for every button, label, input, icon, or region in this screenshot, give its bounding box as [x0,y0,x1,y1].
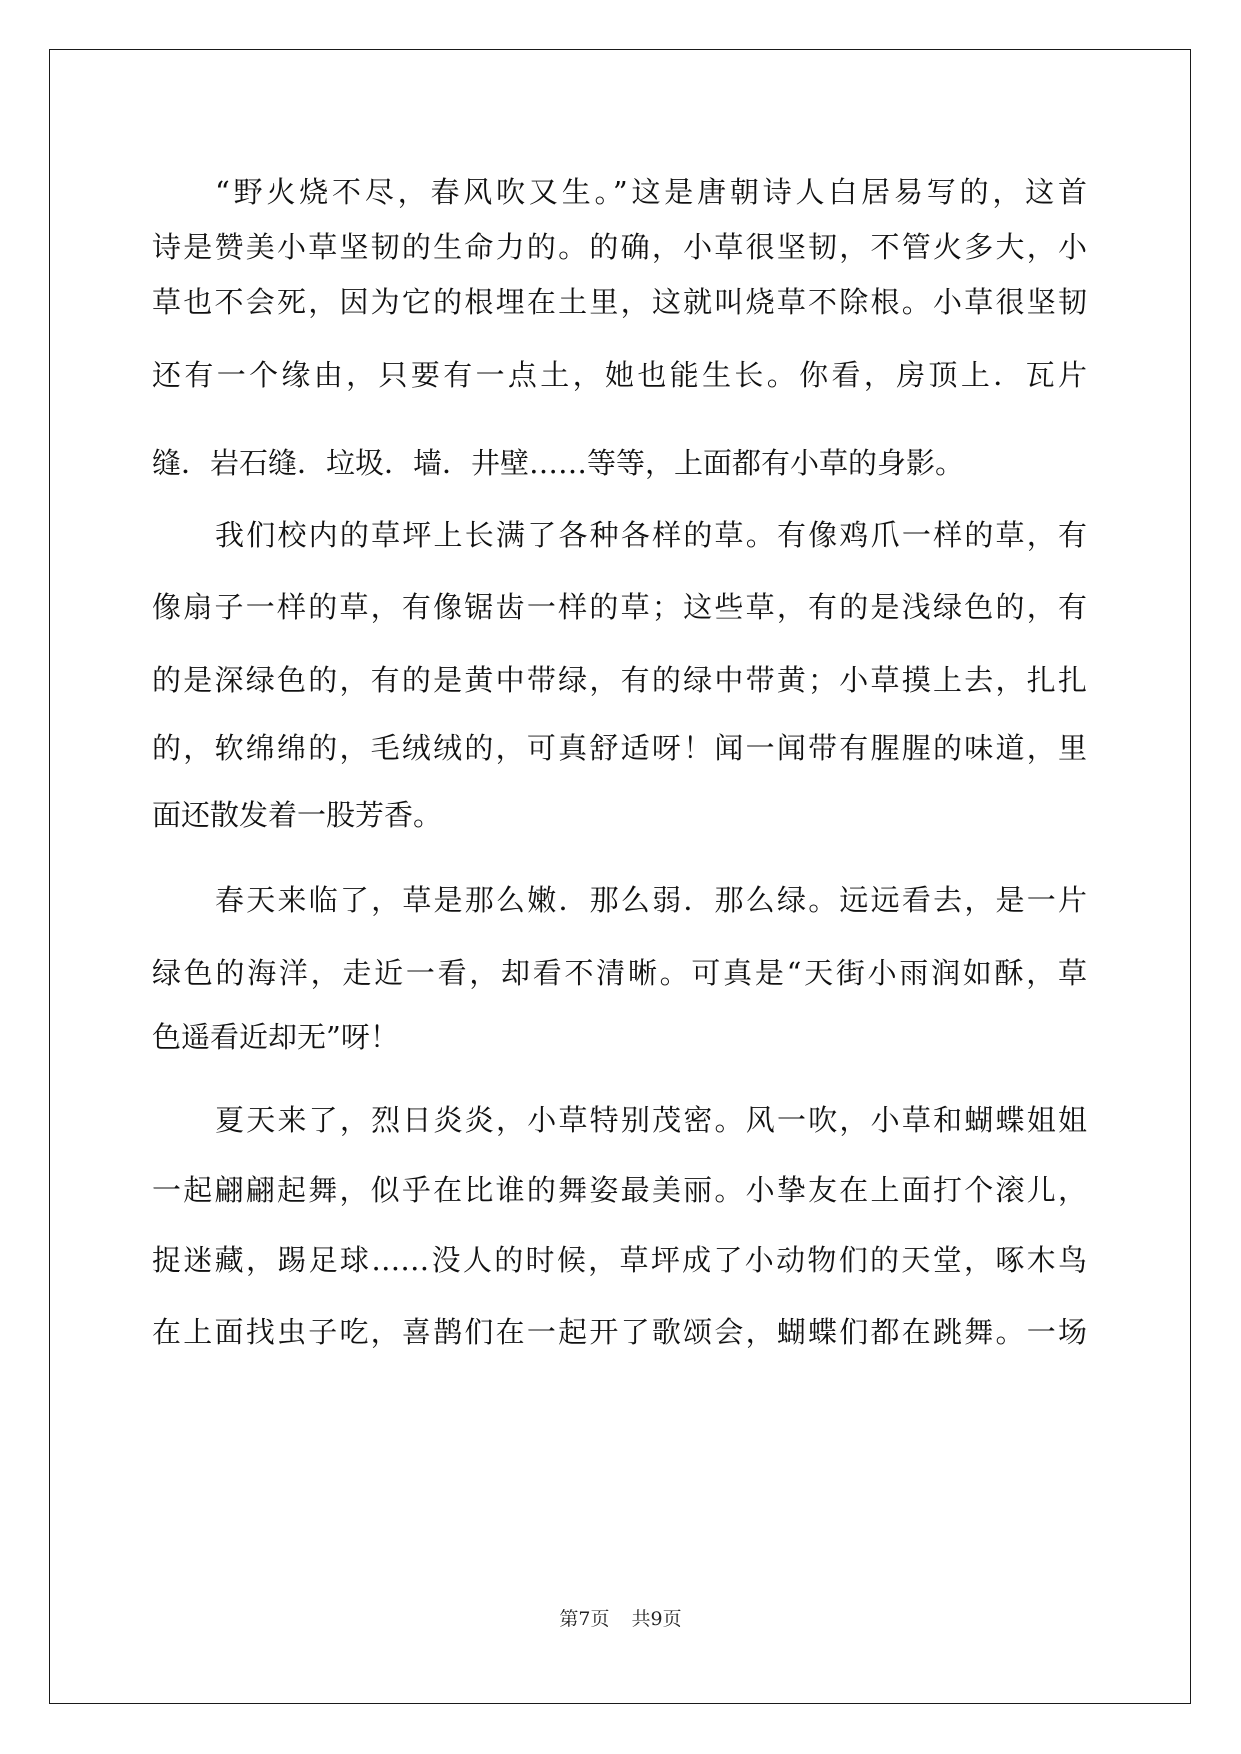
paragraph-1-line-4: 还有一个缘由，只要有一点土，她也能生长。你看，房顶上．瓦片 [152,358,1087,392]
paragraph-1-line-5: 缝．岩石缝．垃圾．墙．井壁……等等，上面都有小草的身影。 [152,446,965,480]
page-number: 第7页 [559,1608,610,1630]
page-total: 共9页 [631,1608,682,1630]
paragraph-1-line-3: 草也不会死，因为它的根埋在土里，这就叫烧草不除根。小草很坚韧 [152,285,1087,319]
paragraph-2-line-1: 我们校内的草坪上长满了各种各样的草。有像鸡爪一样的草，有 [215,518,1087,552]
paragraph-3-line-3: 色遥看近却无”呀！ [152,1020,399,1054]
paragraph-1-line-1: “野火烧不尽，春风吹又生。”这是唐朝诗人白居易写的，这首 [215,175,1087,209]
paragraph-4-line-1: 夏天来了，烈日炎炎，小草特别茂密。风一吹，小草和蝴蝶姐姐 [215,1103,1087,1137]
paragraph-1-line-2: 诗是赞美小草坚韧的生命力的。的确，小草很坚韧，不管火多大，小 [152,230,1087,264]
paragraph-2-line-4: 的，软绵绵的，毛绒绒的，可真舒适呀！闻一闻带有腥腥的味道，里 [152,731,1087,765]
paragraph-3-line-2: 绿色的海洋，走近一看，却看不清晰。可真是“天街小雨润如酥，草 [152,956,1087,990]
paragraph-2-line-3: 的是深绿色的，有的是黄中带绿，有的绿中带黄；小草摸上去，扎扎 [152,663,1087,697]
paragraph-4-line-3: 捉迷藏，踢足球……没人的时候，草坪成了小动物们的天堂，啄木鸟 [152,1243,1087,1277]
paragraph-4-line-4: 在上面找虫子吃，喜鹊们在一起开了歌颂会，蝴蝶们都在跳舞。一场 [152,1315,1087,1349]
paragraph-4-line-2: 一起翩翩起舞，似乎在比谁的舞姿最美丽。小挚友在上面打个滚儿， [152,1173,1087,1207]
page-footer [0,1604,1241,1634]
paragraph-2-line-2: 像扇子一样的草，有像锯齿一样的草；这些草，有的是浅绿色的，有 [152,590,1087,624]
paragraph-3-line-1: 春天来临了，草是那么嫩．那么弱．那么绿。远远看去，是一片 [215,883,1087,917]
paragraph-2-line-5: 面还散发着一股芳香。 [152,798,443,832]
